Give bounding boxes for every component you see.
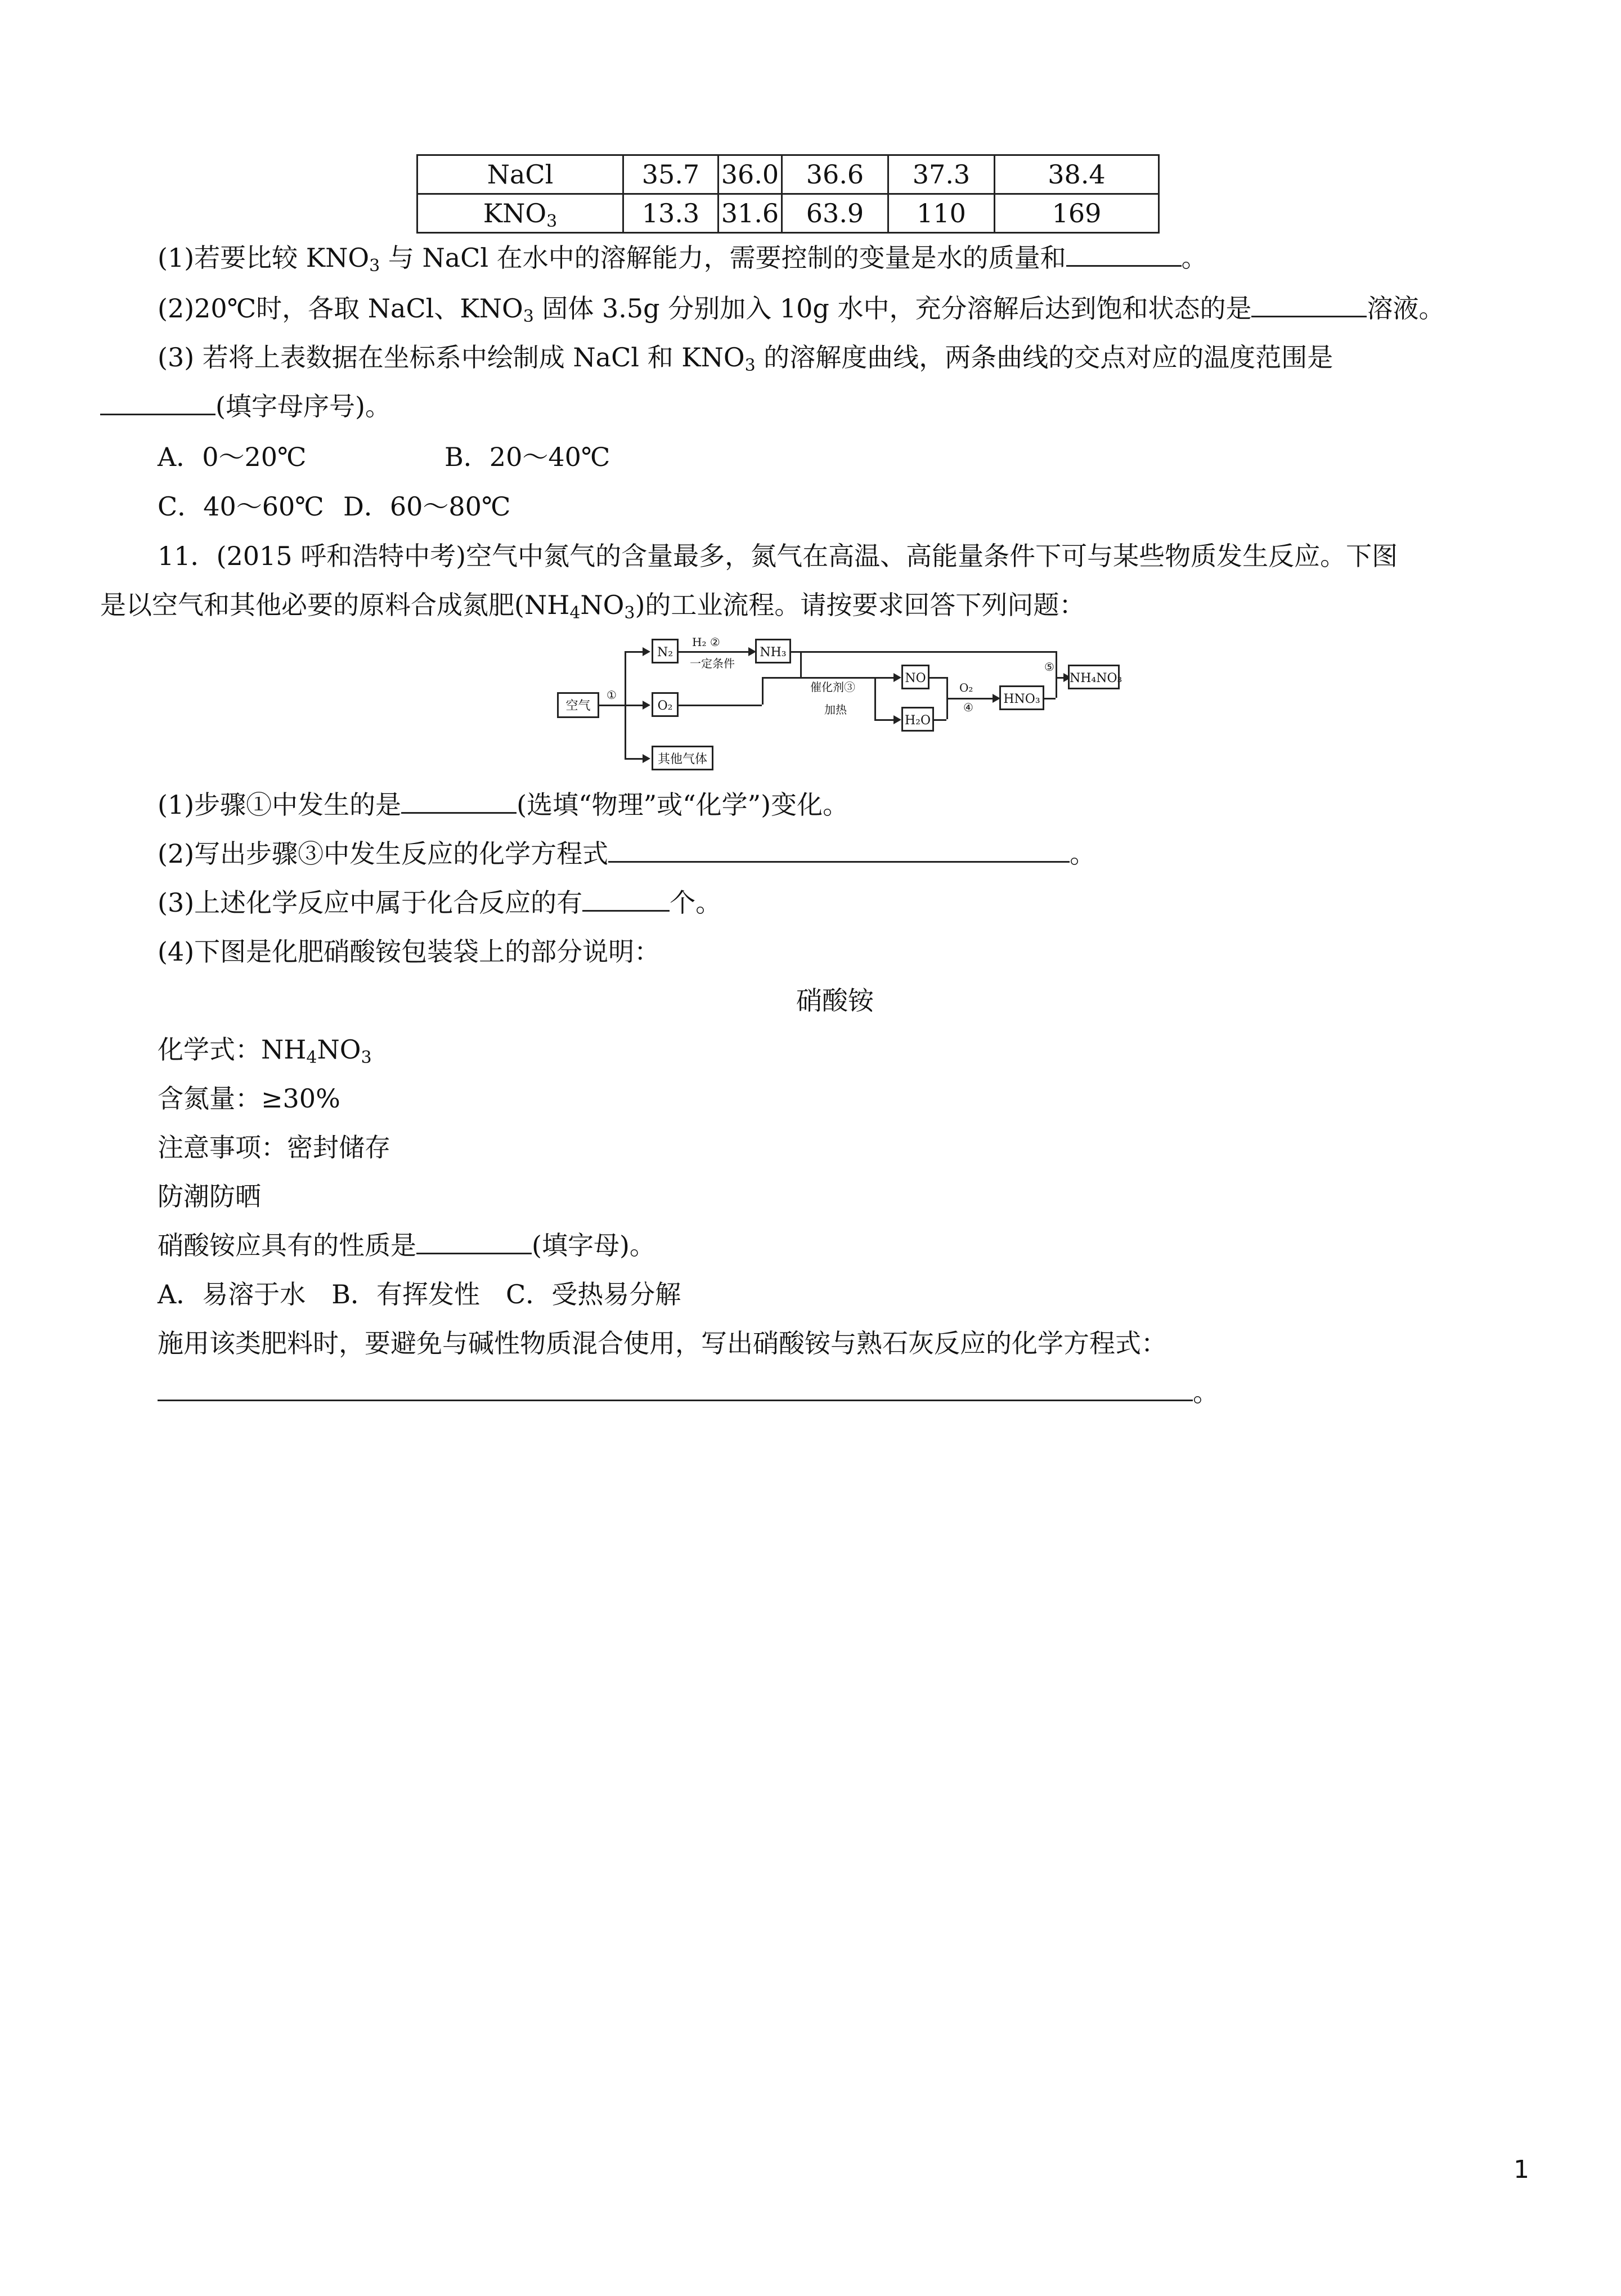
h2o-box: H₂O bbox=[901, 707, 934, 732]
connector bbox=[762, 677, 764, 705]
label-formula: 化学式：$NH_4NO_3$ bbox=[158, 1034, 372, 1068]
connector bbox=[791, 651, 988, 653]
option-c: C．40～60℃ bbox=[158, 491, 324, 522]
answer-blank[interactable] bbox=[401, 790, 517, 814]
answer-blank[interactable] bbox=[608, 838, 1070, 863]
q11-part2: (2)写出步骤③中发生反应的化学方程式 。 bbox=[158, 838, 1096, 869]
process-flow-diagram bbox=[557, 635, 1122, 768]
label-title: 硝酸铵 bbox=[796, 985, 874, 1016]
table-cell: $KNO_3$ bbox=[417, 194, 623, 233]
table-cell: 13.3 bbox=[623, 194, 719, 233]
q11-usage: 施用该类肥料时，要避免与碱性物质混合使用，写出硝酸铵与熟石灰反应的化学方程式： bbox=[158, 1328, 1167, 1358]
q11-usage-answer: 。 bbox=[158, 1375, 1219, 1409]
connector bbox=[1044, 698, 1056, 699]
answer-blank[interactable] bbox=[1251, 293, 1367, 317]
q11-part3: (3)上述化学反应中属于化合反应的有 个。 bbox=[158, 887, 722, 918]
table-row bbox=[417, 155, 1159, 194]
table-cell: 35.7 bbox=[623, 155, 719, 194]
q11-intro: 11．(2015 呼和浩特中考)空气中氮气的含量最多，氮气在高温、高能量条件下可与某些物质发生反应。下图 bbox=[158, 541, 1398, 571]
label-notice: 注意事项：密封储存 bbox=[158, 1132, 390, 1163]
q11-property-options: A．易溶于水 B．有挥发性 C．受热易分解 bbox=[158, 1279, 681, 1310]
connector bbox=[599, 705, 625, 706]
connector bbox=[946, 698, 996, 699]
table-cell: 110 bbox=[888, 194, 995, 233]
connector bbox=[679, 705, 762, 706]
h2-step2-label: H₂ ② bbox=[692, 635, 720, 649]
solubility-table bbox=[416, 154, 1160, 234]
o2-box: O₂ bbox=[652, 692, 679, 717]
arrow-icon bbox=[643, 754, 650, 763]
page-number: 1 bbox=[1514, 2155, 1529, 2184]
connector bbox=[625, 758, 645, 760]
connector bbox=[679, 651, 752, 653]
option-d: D．60～80℃ bbox=[343, 491, 511, 522]
hno3-box: HNO₃ bbox=[999, 685, 1044, 710]
catalyst-label: 催化剂③ bbox=[810, 680, 855, 694]
answer-blank[interactable] bbox=[1066, 243, 1182, 267]
label-notice2: 防潮防晒 bbox=[158, 1181, 261, 1212]
other-gas-box: 其他气体 bbox=[652, 746, 713, 770]
arrow-icon bbox=[893, 715, 901, 724]
connector bbox=[625, 651, 645, 653]
table-cell: 38.4 bbox=[995, 155, 1159, 194]
q11-intro-cont: 是以空气和其他必要的原料合成氮肥$(NH_4NO_3)$的工业流程。请按要求回答下列问题： bbox=[100, 590, 1085, 623]
connector bbox=[625, 705, 645, 706]
label-nitrogen: 含氮量：≥30% bbox=[158, 1083, 340, 1114]
step1-label: ① bbox=[607, 688, 617, 702]
nh3-box: NH₃ bbox=[755, 639, 791, 663]
o2-step4-label: O₂ bbox=[959, 681, 973, 694]
connector bbox=[800, 651, 802, 677]
table-cell: NaCl bbox=[417, 155, 623, 194]
product-box: NH₄NO₃ bbox=[1068, 665, 1120, 689]
option-b: B．20～40℃ bbox=[444, 442, 610, 472]
step4-label: ④ bbox=[963, 701, 973, 714]
table-cell: 37.3 bbox=[888, 155, 995, 194]
n2-box: N₂ bbox=[652, 639, 679, 663]
air-box: 空气 bbox=[557, 692, 599, 718]
connector bbox=[934, 719, 946, 721]
table-cell: 36.0 bbox=[719, 155, 782, 194]
table-cell: 36.6 bbox=[782, 155, 888, 194]
option-a: A．0～20℃ bbox=[158, 442, 307, 472]
q10-part1: (1)若要比较 $KNO_3$ 与 NaCl 在水中的溶解能力，需要控制的变量是水的质量和 。 bbox=[158, 243, 1207, 276]
q11-property: 硝酸铵应具有的性质是 (填字母)。 bbox=[158, 1230, 655, 1261]
connector bbox=[988, 651, 1056, 653]
q10-part3-cont: (填字母序号)。 bbox=[100, 389, 391, 423]
no-box: NO bbox=[901, 665, 930, 689]
step5-label: ⑤ bbox=[1044, 660, 1054, 674]
answer-blank[interactable] bbox=[100, 391, 215, 415]
table-cell: 63.9 bbox=[782, 194, 888, 233]
q11-part4: (4)下图是化肥硝酸铵包装袋上的部分说明： bbox=[158, 936, 661, 967]
q10-part2: (2)20℃时，各取 NaCl、$KNO_3$ 固体 3.5g 分别加入 10g 水中，充分溶解后达到饱和状态的是 溶液。 bbox=[158, 293, 1445, 326]
table-cell: 169 bbox=[995, 194, 1159, 233]
table-row bbox=[417, 194, 1159, 233]
arrow-icon bbox=[893, 673, 901, 682]
condition-label: 一定条件 bbox=[690, 657, 735, 670]
q11-part1: (1)步骤①中发生的是 (选填“物理”或“化学”)变化。 bbox=[158, 790, 849, 820]
table-cell: 31.6 bbox=[719, 194, 782, 233]
answer-blank[interactable] bbox=[416, 1230, 532, 1254]
connector bbox=[874, 677, 876, 719]
arrow-icon bbox=[643, 647, 650, 656]
answer-blank[interactable] bbox=[582, 887, 670, 912]
q10-part3: (3) 若将上表数据在坐标系中绘制成 NaCl 和 $KNO_3$ 的溶解度曲线，两条曲线的交点对应的温度范围是 bbox=[158, 342, 1333, 375]
answer-blank[interactable] bbox=[158, 1377, 1193, 1401]
arrow-icon bbox=[643, 701, 650, 710]
connector bbox=[930, 677, 946, 679]
heat-label: 加热 bbox=[824, 703, 847, 716]
connector bbox=[1056, 651, 1057, 698]
